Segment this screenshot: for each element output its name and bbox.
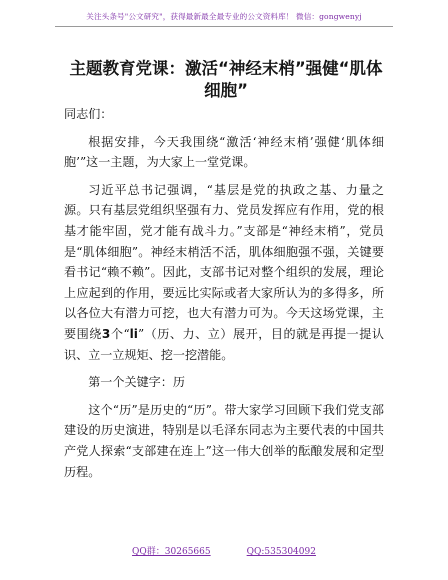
paragraph-main-number: 3: [101, 326, 111, 341]
paragraph-main-li: li: [129, 326, 138, 341]
footer-contact: [0, 544, 448, 557]
paragraph-main-text-c: ”（历、力、立）展开，目的就是再提一提认识、立一立规矩、挖一挖潜能。: [64, 326, 384, 362]
paragraph-main-text-a: 习近平总书记强调，“基层是党的执政之基、力量之源。只有基层党组织坚强有力、党员发挥应有作用，党的根基才能牢固，党才能有战斗力。”支部是“神经末梢”，党员是“肌体细胞”。神经末梢活不活，肌体细胞强不强，关键要看书记“赖不赖”。因此，支部书记对整个组织的发展，理论上应起到的作用，要远比实际或者大家所认为的多得多，所以各位大有潜力可挖，也大有潜力可为。今天这场党课，主要围绕: [64, 182, 384, 341]
paragraph-main-text-b: 个“: [110, 326, 130, 341]
footer-qq: QQ:535304092: [246, 547, 316, 557]
paragraph-main: [64, 180, 384, 365]
section-heading-first-key: 第一个关键字：历: [88, 375, 185, 390]
paragraph-history: 这个“历”是历史的“历”。带大家学习回顾下我们党支部建设的历史演进，特别是以毛泽东同志为主要代表的中国共产党人探索“支部建在连上”这一伟大创举的酝酿发展和定型历程。: [64, 402, 384, 479]
footer-qq-group: QQ群：30265665: [132, 547, 211, 557]
document-body: [64, 104, 384, 489]
paragraph-intro: 根据安排，今天我围绕“激活‘神经末梢’强健‘肌体细胞’”这一主题，为大家上一堂党课。: [64, 134, 384, 170]
header-divider: [55, 26, 393, 27]
title-line-1: 主题教育党课：激活“神经末梢”强健“肌体: [69, 59, 383, 78]
header-notice: 关注头条号"公文研究"，获得最新最全最专业的公文资料库！ 微信：gongwenyj: [86, 12, 362, 21]
salutation: 同志们：: [64, 107, 113, 121]
title-line-2: 细胞”: [204, 81, 248, 100]
document-title: [66, 58, 386, 102]
